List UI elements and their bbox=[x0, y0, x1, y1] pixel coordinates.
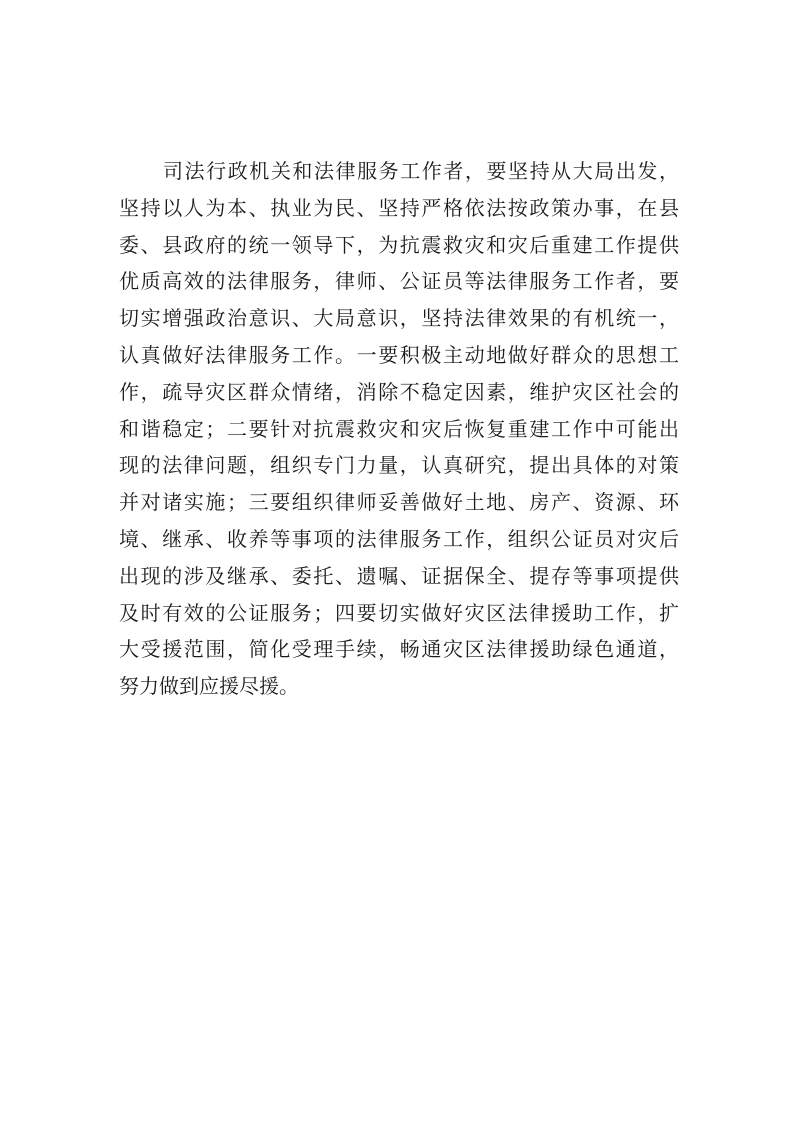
paragraph-line-7: 作，疏导灾区群众情绪，消除不稳定因素，维护灾区社会的 bbox=[119, 379, 679, 404]
paragraph-line-11: 境、继承、收养等事项的法律服务工作，组织公证员对灾后 bbox=[119, 526, 679, 551]
paragraph-line-13: 及时有效的公证服务；四要切实做好灾区法律援助工作，扩 bbox=[119, 600, 679, 625]
paragraph-line-10: 并对诸实施；三要组织律师妥善做好土地、房产、资源、环 bbox=[119, 490, 679, 515]
paragraph-line-4: 优质高效的法律服务，律师、公证员等法律服务工作者，要 bbox=[119, 269, 679, 294]
paragraph-line-8: 和谐稳定；二要针对抗震救灾和灾后恢复重建工作中可能出 bbox=[119, 416, 679, 441]
paragraph-line-14: 大受援范围，简化受理手续，畅通灾区法律援助绿色通道， bbox=[119, 637, 679, 662]
body-paragraph bbox=[119, 153, 679, 705]
paragraph-line-3: 委、县政府的统一领导下，为抗震救灾和灾后重建工作提供 bbox=[119, 232, 679, 257]
paragraph-line-6: 认真做好法律服务工作。一要积极主动地做好群众的思想工 bbox=[119, 342, 679, 367]
paragraph-line-12: 出现的涉及继承、委托、遗嘱、证据保全、提存等事项提供 bbox=[119, 563, 679, 588]
paragraph-line-5: 切实增强政治意识、大局意识，坚持法律效果的有机统一， bbox=[119, 306, 679, 331]
paragraph-line-15: 努力做到应援尽援。 bbox=[119, 674, 299, 699]
paragraph-line-1: 司法行政机关和法律服务工作者，要坚持从大局出发， bbox=[163, 159, 679, 183]
paragraph-line-9: 现的法律问题，组织专门力量，认真研究，提出具体的对策 bbox=[119, 453, 679, 478]
paragraph-line-2: 坚持以人为本、执业为民、坚持严格依法按政策办事，在县 bbox=[119, 195, 679, 220]
